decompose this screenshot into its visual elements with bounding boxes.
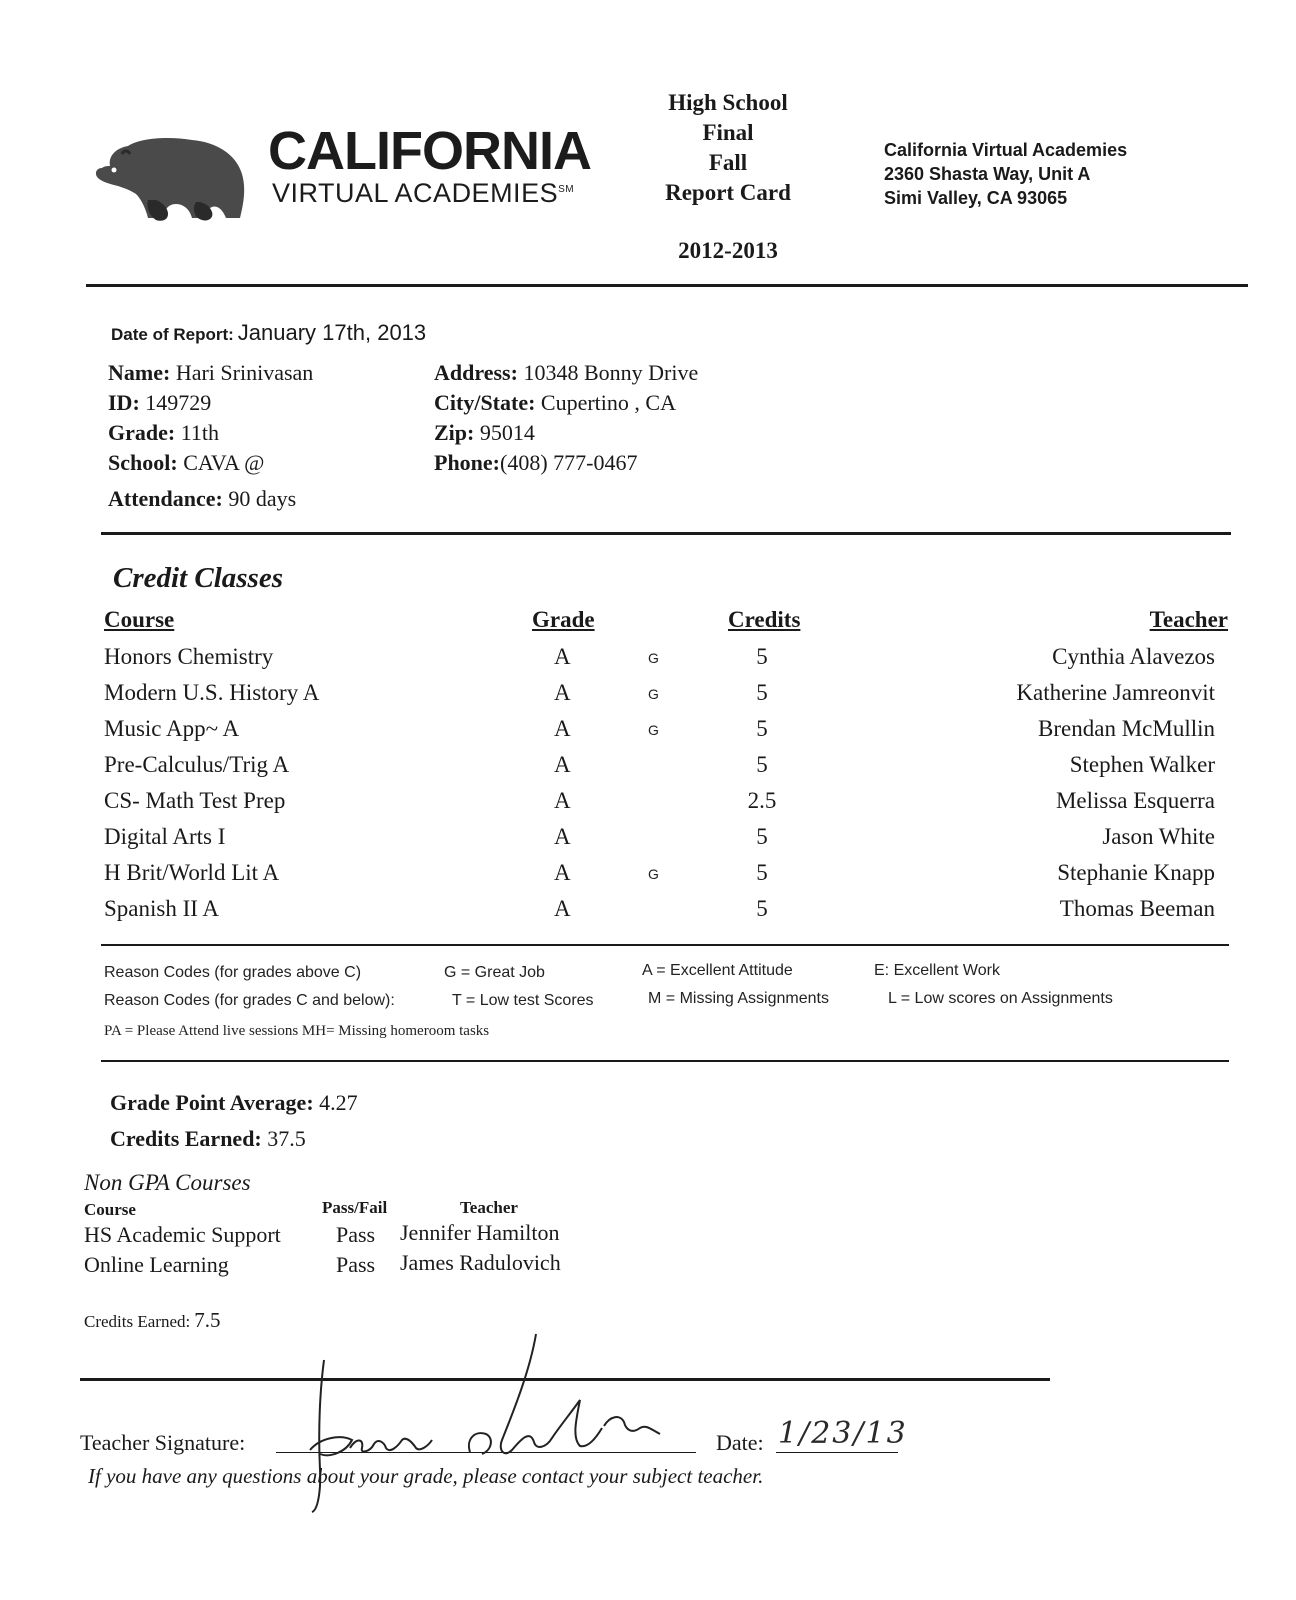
course-grade: A	[554, 896, 571, 921]
course-teacher: Thomas Beeman	[1059, 896, 1215, 921]
course-credits: 5	[756, 716, 768, 741]
school-address-line-3: Simi Valley, CA 93065	[884, 188, 1068, 208]
student-phone	[434, 450, 637, 476]
course-grade: A	[554, 644, 571, 669]
school-logo	[88, 120, 591, 230]
reason-code-l: L = Low scores on Assignments	[888, 990, 1113, 1007]
logo-line1: CALIFORNIA	[268, 121, 591, 181]
school-address-line-1: California Virtual Academies	[884, 140, 1128, 160]
course-teacher: Katherine Jamreonvit	[1016, 680, 1215, 705]
phone-value: (408) 777-0467	[500, 450, 638, 475]
logo-service-mark: SM	[558, 184, 575, 195]
attendance-value: 90 days	[228, 486, 297, 511]
codes-divider	[101, 1060, 1229, 1062]
credits-earned-value: 37.5	[267, 1126, 306, 1151]
reason-code-e: E: Excellent Work	[874, 962, 1000, 979]
non-gpa-title: Non GPA Courses	[84, 1170, 251, 1195]
course-grade: A	[554, 860, 571, 885]
title-line-4: Report Card	[665, 180, 791, 205]
credit-classes-title: Credit Classes	[113, 562, 283, 594]
course-grade: A	[554, 680, 571, 705]
non-gpa-header-pass-fail: Pass/Fail	[322, 1198, 388, 1217]
course-name: Modern U.S. History A	[104, 680, 320, 705]
reason-code-t: T = Low test Scores	[452, 992, 594, 1009]
report-title	[628, 88, 828, 266]
gpa-value: 4.27	[319, 1090, 358, 1115]
name-label: Name:	[108, 360, 171, 385]
course-credits: 5	[756, 752, 768, 777]
school-address-line-2: 2360 Shasta Way, Unit A	[884, 164, 1091, 184]
signature-label: Teacher Signature:	[80, 1430, 246, 1455]
course-grade: A	[554, 824, 571, 849]
course-credits: 5	[756, 680, 768, 705]
date-of-report-value: January 17th, 2013	[237, 320, 427, 345]
reason-code: G	[648, 650, 659, 666]
course-name: CS- Math Test Prep	[104, 788, 286, 813]
non-gpa-teacher: James Radulovich	[400, 1250, 561, 1275]
reason-code: G	[648, 866, 659, 882]
reason-code: G	[648, 722, 659, 738]
non-gpa-teacher: Jennifer Hamilton	[400, 1220, 560, 1245]
course-grade: A	[554, 716, 571, 741]
non-gpa-credits-value: 7.5	[194, 1308, 221, 1332]
reason-codes-line-3: PA = Please Attend live sessions MH= Missing homeroom tasks	[104, 1023, 490, 1039]
signed-date: 1/23/13	[778, 1416, 908, 1451]
classes-divider	[101, 944, 1229, 946]
course-name: Spanish II A	[104, 896, 219, 921]
reason-code-m: M = Missing Assignments	[648, 990, 829, 1007]
non-gpa-course: Online Learning	[84, 1252, 229, 1277]
course-credits: 2.5	[747, 788, 777, 813]
course-teacher: Melissa Esquerra	[1055, 788, 1215, 813]
non-gpa-pass-fail: Pass	[336, 1222, 376, 1247]
report-year: 2012-2013	[678, 238, 778, 263]
id-label: ID:	[108, 390, 140, 415]
course-teacher: Jason White	[1102, 824, 1215, 849]
reason-codes-label-2: Reason Codes (for grades C and below):	[104, 992, 395, 1009]
logo-line2	[272, 178, 574, 209]
non-gpa-credits-label: Credits Earned:	[84, 1312, 191, 1331]
footer-note: If you have any questions about your grade, please contact your subject teacher.	[88, 1464, 764, 1488]
non-gpa-credits	[84, 1308, 220, 1333]
column-header-teacher: Teacher	[1149, 607, 1228, 632]
course-name: H Brit/World Lit A	[104, 860, 280, 885]
id-value: 149729	[145, 390, 212, 415]
course-teacher: Stephen Walker	[1069, 752, 1215, 777]
credits-earned-label: Credits Earned:	[110, 1126, 262, 1151]
course-grade: A	[554, 788, 571, 813]
zip-value: 95014	[479, 420, 535, 445]
title-line-1: High School	[668, 90, 788, 115]
city-label: City/State:	[434, 390, 536, 415]
student-city	[434, 390, 676, 416]
course-credits: 5	[756, 644, 768, 669]
student-zip	[434, 420, 535, 446]
date-of-report-label: Date of Report:	[111, 325, 234, 344]
course-grade: A	[554, 752, 571, 777]
header-divider	[86, 284, 1248, 287]
student-grade	[108, 420, 219, 446]
signature-line	[80, 1430, 245, 1456]
grade-value: 11th	[180, 420, 219, 445]
school-address	[884, 138, 1127, 210]
reason-codes-label-1: Reason Codes (for grades above C)	[104, 964, 362, 981]
info-divider	[101, 532, 1231, 535]
name-value: Hari Srinivasan	[175, 360, 314, 385]
student-name	[108, 360, 313, 386]
address-value: 10348 Bonny Drive	[523, 360, 699, 385]
bear-icon	[88, 128, 250, 228]
non-gpa-header-course: Course	[84, 1200, 136, 1219]
column-header-credits: Credits	[728, 607, 801, 632]
column-header-grade: Grade	[532, 607, 595, 632]
non-gpa-header-teacher: Teacher	[460, 1198, 518, 1217]
course-teacher: Brendan McMullin	[1038, 716, 1215, 741]
student-address	[434, 360, 698, 386]
student-attendance	[108, 486, 296, 512]
title-line-2: Final	[702, 120, 754, 145]
course-name: Music App~ A	[104, 716, 240, 741]
date-of-report	[111, 320, 426, 346]
zip-label: Zip:	[434, 420, 475, 445]
teacher-signature	[290, 1330, 730, 1520]
date-blank	[776, 1452, 898, 1453]
course-teacher: Cynthia Alavezos	[1052, 644, 1215, 669]
course-name: Honors Chemistry	[104, 644, 274, 669]
credits-earned	[110, 1126, 306, 1152]
column-header-course: Course	[104, 607, 175, 632]
non-gpa-course: HS Academic Support	[84, 1222, 281, 1247]
reason-code: G	[648, 686, 659, 702]
course-credits: 5	[756, 824, 768, 849]
course-name: Pre-Calculus/Trig A	[104, 752, 290, 777]
gpa	[110, 1090, 358, 1116]
course-name: Digital Arts I	[104, 824, 226, 849]
logo-line2-text: VIRTUAL ACADEMIES	[272, 178, 559, 208]
school-label: School:	[108, 450, 178, 475]
student-school	[108, 450, 264, 476]
reason-code-g: G = Great Job	[444, 964, 545, 981]
school-value: CAVA @	[183, 450, 265, 475]
course-credits: 5	[756, 896, 768, 921]
non-gpa-pass-fail: Pass	[336, 1252, 376, 1277]
course-teacher: Stephanie Knapp	[1057, 860, 1215, 885]
gpa-label: Grade Point Average:	[110, 1090, 314, 1115]
title-line-3: Fall	[708, 150, 748, 175]
course-credits: 5	[756, 860, 768, 885]
phone-label: Phone:	[434, 450, 500, 475]
student-id	[108, 390, 211, 416]
signature-date-label: Date:	[716, 1430, 764, 1455]
grade-label: Grade:	[108, 420, 176, 445]
attendance-label: Attendance:	[108, 486, 223, 511]
city-value: Cupertino , CA	[540, 390, 676, 415]
reason-code-a: A = Excellent Attitude	[642, 962, 793, 979]
address-label: Address:	[434, 360, 518, 385]
